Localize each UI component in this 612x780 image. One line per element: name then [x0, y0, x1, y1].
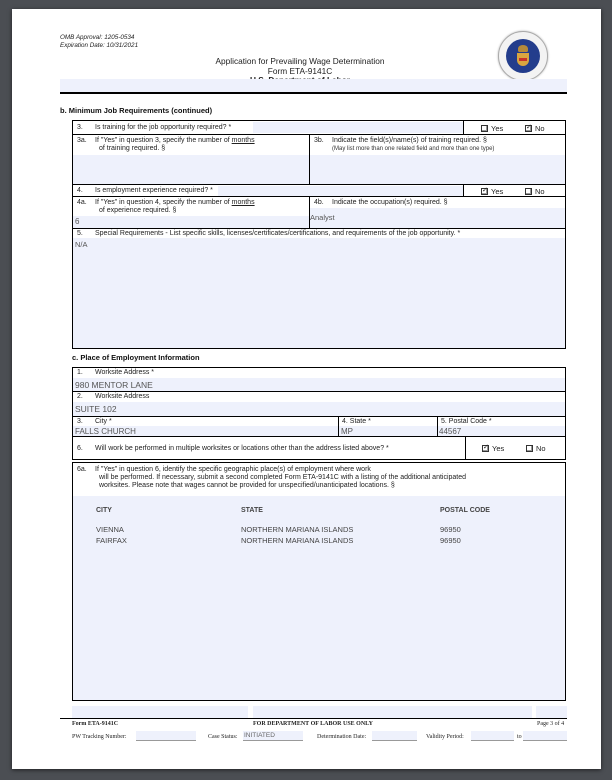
checkbox-unchecked-icon[interactable]	[526, 445, 533, 452]
omb-approval: OMB Approval: 1205-0534	[60, 34, 135, 41]
q4b-input[interactable]	[310, 208, 565, 228]
city-input[interactable]: FALLS CHURCH	[75, 427, 136, 436]
determination-date-field[interactable]	[372, 731, 417, 741]
location-row-state: NORTHERN MARIANA ISLANDS	[241, 536, 354, 545]
q3a-input[interactable]	[73, 155, 309, 184]
title-line2: Form ETA-9141C	[267, 65, 333, 76]
header-band	[60, 79, 567, 92]
location-row-postal: 96950	[440, 536, 461, 545]
postal-code-input[interactable]: 44567	[439, 427, 462, 436]
q4-row: 4. Is employment experience required? * ✓ Yes No	[73, 185, 565, 197]
omb-info	[60, 34, 138, 49]
title-line1: Application for Prevailing Wage Determination	[215, 56, 385, 66]
city-state-zip-row: 3. City * FALLS CHURCH 4. State * MP 5. Postal Code * 44567	[73, 417, 565, 437]
checkbox-checked-icon[interactable]	[482, 445, 489, 452]
checkbox-unchecked-icon[interactable]	[525, 188, 532, 195]
section-b-heading: b. Minimum Job Requirements (continued)	[60, 106, 213, 115]
section-c-heading: c. Place of Employment Information	[72, 353, 200, 362]
worksite-address-2-input[interactable]: SUITE 102	[75, 404, 117, 414]
checkbox-unchecked-icon[interactable]	[481, 125, 488, 132]
validity-to-field[interactable]	[523, 731, 567, 741]
col-city-header: CITY	[96, 507, 112, 514]
footer-form-id: Form ETA-9141C	[72, 721, 119, 727]
checkbox-checked-icon[interactable]	[525, 125, 532, 132]
checkbox-checked-icon[interactable]	[481, 188, 488, 195]
q5-input[interactable]	[73, 238, 565, 348]
validity-from-field[interactable]	[471, 731, 514, 741]
section-b-table	[72, 120, 566, 349]
det-date-label: Determination Date:	[317, 734, 367, 740]
q6-label: Will work be performed in multiple worksites or locations other than the address listed above? *	[95, 445, 389, 452]
status-label: Case Status:	[208, 734, 238, 740]
location-row-city: VIENNA	[96, 525, 124, 534]
q4-yes-checkbox[interactable]: ✓ Yes	[481, 187, 503, 196]
q4a-input[interactable]	[73, 216, 309, 228]
dol-seal-icon	[498, 31, 548, 81]
tracking-label: PW Tracking Number:	[72, 734, 127, 740]
worksite-address-2-row: 2. Worksite Address SUITE 102	[73, 392, 565, 417]
q3b-input[interactable]	[310, 155, 565, 184]
q4a-value[interactable]: 6	[75, 217, 80, 226]
tracking-number-field[interactable]	[136, 731, 196, 741]
q4-label: Is employment experience required? *	[95, 187, 213, 194]
q4b-value[interactable]: Analyst	[310, 213, 335, 222]
q3b-note: (May list more than one related field and more than one type)	[332, 146, 495, 152]
expiration-date: Expiration Date: 10/31/2021	[60, 41, 139, 49]
q6-yes-checkbox[interactable]: ✓ Yes	[482, 444, 504, 453]
footer-dol-only: FOR DEPARTMENT OF LABOR USE ONLY	[253, 721, 373, 727]
q3-yes-checkbox[interactable]: Yes	[481, 124, 503, 133]
q3a-q3b-row: 3a. If "Yes" in question 3, specify the number of months of training required. § 3b. Indicate the field(s)/name(s) of training required. § (May list more than one related field and more than one type)	[73, 135, 565, 185]
q5-block: 5. Special Requirements - List specific skills, licenses/certificates/certifications, and requirements of the job opportunity. * N/A	[73, 229, 565, 348]
worksite-address-1-input[interactable]: 980 MENTOR LANE	[75, 380, 153, 390]
section-c-address-table	[72, 367, 566, 460]
to-label: to	[517, 734, 522, 740]
q5-value[interactable]: N/A	[75, 240, 88, 249]
col-state-header: STATE	[241, 507, 263, 514]
q3-label: Is training for the job opportunity required? *	[95, 124, 232, 131]
location-row-city: FAIRFAX	[96, 536, 127, 545]
header-divider	[60, 92, 567, 94]
location-row-postal: 96950	[440, 525, 461, 534]
location-row-state: NORTHERN MARIANA ISLANDS	[241, 525, 354, 534]
footer-band-left	[72, 706, 248, 718]
worksite-address-1-row: 1. Worksite Address * 980 MENTOR LANE	[73, 368, 565, 392]
q4-no-checkbox[interactable]: No	[525, 187, 545, 196]
q4a-q4b-row: 4a. If "Yes" in question 4, specify the number of months of experience required. § 6 4b. Indicate the occupation(s) required. § Analyst	[73, 197, 565, 229]
state-input[interactable]: MP	[341, 427, 353, 436]
footer-divider	[60, 718, 567, 719]
footer-band-right	[536, 706, 567, 718]
q6a-block: 6a. If "Yes" in question 6, identify the specific geographic place(s) of employment where work will be performed. If necessary, submit a second completed Form ETA-9141C with a listing of the additional anticipated worksites. Please note that wages cannot be provided for unspecified/unanticipated locations. § CITY STATE POSTAL CODE VIENNA NORTHERN MARIANA ISLANDS 96950 FAIRFAX NORTHERN MARIANA ISLANDS 96950	[72, 462, 566, 701]
footer-page-number: Page 3 of 4	[537, 721, 565, 727]
q6-no-checkbox[interactable]: No	[526, 444, 546, 453]
q6-row: 6. Will work be performed in multiple worksites or locations other than the address listed above? * ✓ Yes No	[73, 437, 565, 459]
q3-row: 3. Is training for the job opportunity required? * Yes ✓ No	[73, 121, 565, 135]
case-status-field[interactable]: INITIATED	[243, 731, 303, 741]
validity-label: Validity Period:	[426, 734, 464, 740]
col-postal-header: POSTAL CODE	[440, 507, 490, 514]
q3-no-checkbox[interactable]: ✓ No	[525, 124, 545, 133]
footer-band-mid	[253, 706, 532, 718]
q5-label: Special Requirements - List specific skills, licenses/certificates/certifications, and requirements of the job opportunity. *	[95, 230, 461, 237]
